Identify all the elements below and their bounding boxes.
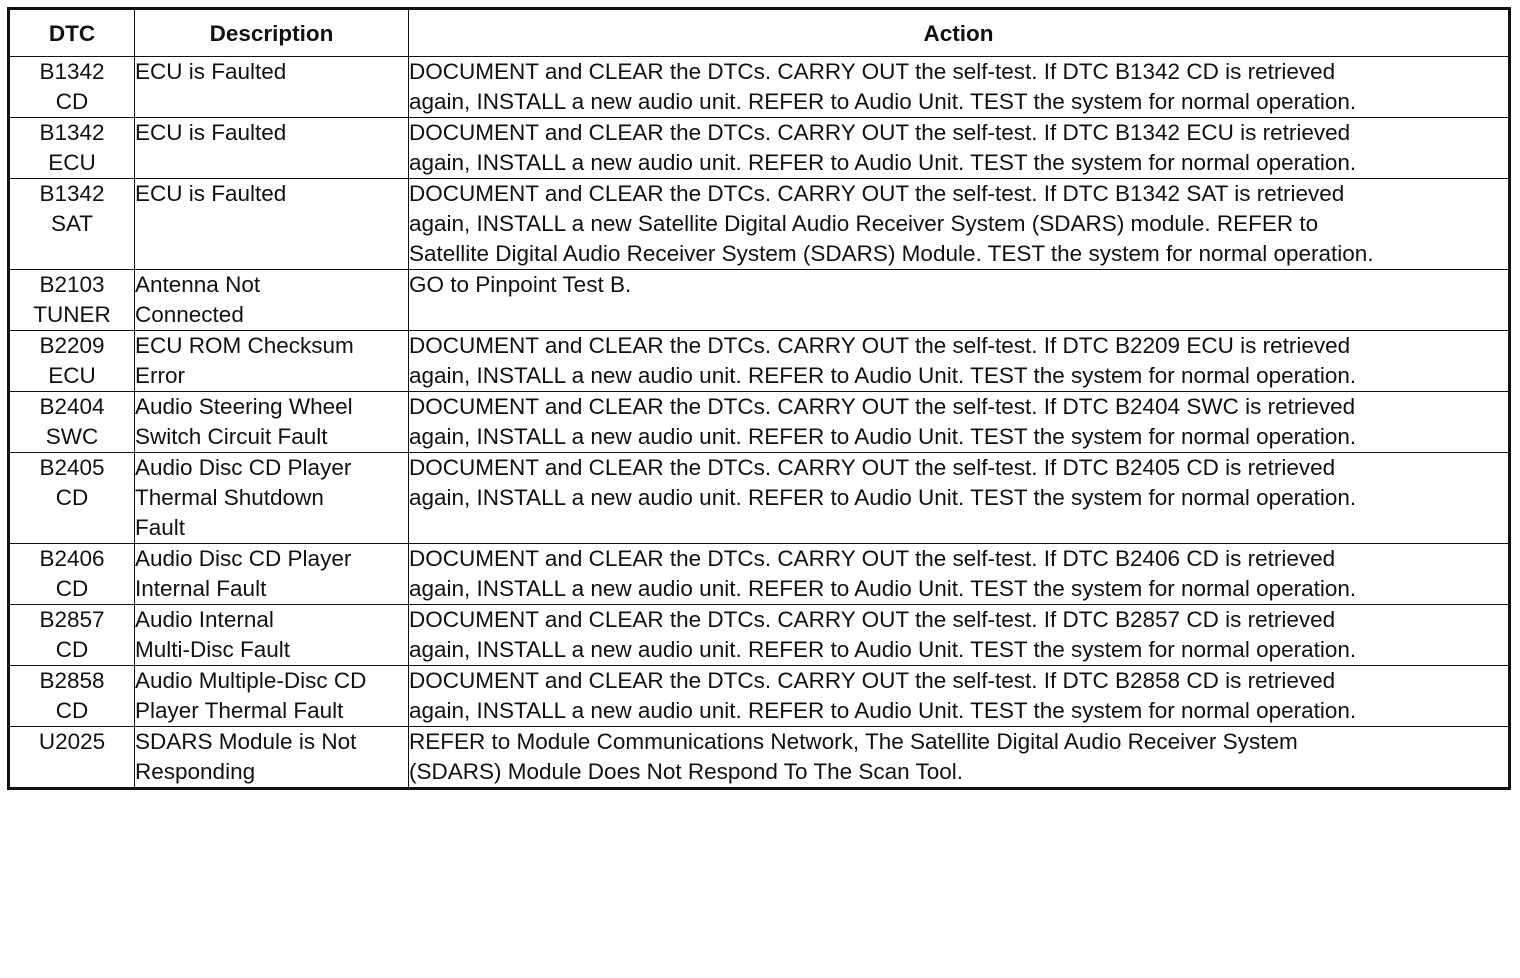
table-row	[9, 331, 1510, 392]
action-line: Satellite Digital Audio Receiver System (SDARS) Module. TEST the system for normal operation.	[409, 241, 1374, 266]
action-cell	[409, 544, 1510, 605]
table-row	[9, 666, 1510, 727]
action-cell	[409, 270, 1510, 331]
dtc-line: B2857	[39, 607, 105, 632]
action-line: DOCUMENT and CLEAR the DTCs. CARRY OUT the self-test. If DTC B2404 SWC is retrieved	[409, 394, 1356, 419]
description-line: ECU is Faulted	[135, 120, 287, 145]
dtc-cell	[9, 57, 135, 118]
table-row	[9, 727, 1510, 789]
header-dtc: DTC	[9, 9, 135, 57]
description-line: Multi-Disc Fault	[135, 637, 291, 662]
table-row	[9, 179, 1510, 270]
dtc-line: B2209	[39, 333, 105, 358]
description-cell	[135, 453, 409, 544]
dtc-line: CD	[55, 637, 89, 662]
action-cell	[409, 331, 1510, 392]
description-line: Internal Fault	[135, 576, 267, 601]
description-line: ECU ROM Checksum	[135, 333, 354, 358]
dtc-line: SAT	[50, 211, 94, 236]
dtc-cell	[9, 392, 135, 453]
description-line: Audio Disc CD Player	[135, 455, 352, 480]
dtc-line: U2025	[38, 729, 106, 754]
description-cell	[135, 118, 409, 179]
dtc-line: ECU	[48, 363, 96, 388]
description-line: Connected	[135, 302, 244, 327]
action-line: again, INSTALL a new audio unit. REFER to Audio Unit. TEST the system for normal operation.	[409, 485, 1357, 510]
dtc-line: TUNER	[33, 302, 111, 327]
dtc-cell	[9, 727, 135, 789]
dtc-cell	[9, 270, 135, 331]
description-cell	[135, 57, 409, 118]
description-cell	[135, 392, 409, 453]
header-row	[9, 9, 1510, 57]
dtc-table	[7, 7, 1511, 790]
action-cell	[409, 179, 1510, 270]
dtc-line: CD	[55, 576, 89, 601]
action-line: again, INSTALL a new audio unit. REFER to Audio Unit. TEST the system for normal operation.	[409, 89, 1357, 114]
dtc-line: ECU	[48, 150, 96, 175]
description-line: Audio Steering Wheel	[135, 394, 353, 419]
dtc-cell	[9, 179, 135, 270]
description-cell	[135, 331, 409, 392]
action-line: DOCUMENT and CLEAR the DTCs. CARRY OUT the self-test. If DTC B1342 CD is retrieved	[409, 59, 1336, 84]
description-cell	[135, 179, 409, 270]
action-line: again, INSTALL a new audio unit. REFER to Audio Unit. TEST the system for normal operation.	[409, 150, 1357, 175]
action-cell	[409, 392, 1510, 453]
description-cell	[135, 270, 409, 331]
action-line: again, INSTALL a new audio unit. REFER to Audio Unit. TEST the system for normal operation.	[409, 576, 1357, 601]
action-line: again, INSTALL a new audio unit. REFER to Audio Unit. TEST the system for normal operation.	[409, 698, 1357, 723]
description-line: Audio Multiple-Disc CD	[135, 668, 367, 693]
action-line: GO to Pinpoint Test B.	[409, 272, 632, 297]
action-line: again, INSTALL a new audio unit. REFER to Audio Unit. TEST the system for normal operation.	[409, 363, 1357, 388]
table-row	[9, 544, 1510, 605]
dtc-line: SWC	[45, 424, 99, 449]
header-action: Action	[409, 9, 1510, 57]
dtc-line: B2404	[39, 394, 105, 419]
description-line: Switch Circuit Fault	[135, 424, 328, 449]
action-line: DOCUMENT and CLEAR the DTCs. CARRY OUT the self-test. If DTC B2858 CD is retrieved	[409, 668, 1336, 693]
dtc-line: B2405	[39, 455, 105, 480]
description-line: Antenna Not	[135, 272, 261, 297]
dtc-line: B2858	[39, 668, 105, 693]
description-line: Responding	[135, 759, 256, 784]
table-row	[9, 270, 1510, 331]
table-body	[9, 57, 1510, 789]
description-line: ECU is Faulted	[135, 59, 287, 84]
action-line: DOCUMENT and CLEAR the DTCs. CARRY OUT the self-test. If DTC B2406 CD is retrieved	[409, 546, 1336, 571]
dtc-line: CD	[55, 698, 89, 723]
description-cell	[135, 605, 409, 666]
dtc-line: B1342	[39, 59, 105, 84]
description-line: SDARS Module is Not	[135, 729, 357, 754]
description-line: ECU is Faulted	[135, 181, 287, 206]
dtc-cell	[9, 118, 135, 179]
action-line: REFER to Module Communications Network, The Satellite Digital Audio Receiver System	[409, 729, 1298, 754]
action-line: DOCUMENT and CLEAR the DTCs. CARRY OUT the self-test. If DTC B2857 CD is retrieved	[409, 607, 1336, 632]
description-line: Fault	[135, 515, 186, 540]
table-header	[9, 9, 1510, 57]
description-line: Audio Internal	[135, 607, 274, 632]
table-row	[9, 453, 1510, 544]
action-line: again, INSTALL a new audio unit. REFER to Audio Unit. TEST the system for normal operation.	[409, 424, 1357, 449]
action-line: DOCUMENT and CLEAR the DTCs. CARRY OUT the self-test. If DTC B1342 ECU is retrieved	[409, 120, 1351, 145]
table-row	[9, 57, 1510, 118]
action-line: DOCUMENT and CLEAR the DTCs. CARRY OUT the self-test. If DTC B1342 SAT is retrieved	[409, 181, 1345, 206]
action-line: again, INSTALL a new Satellite Digital Audio Receiver System (SDARS) module. REFER to	[409, 211, 1319, 236]
dtc-cell	[9, 453, 135, 544]
description-line: Thermal Shutdown	[135, 485, 324, 510]
dtc-cell	[9, 331, 135, 392]
dtc-cell	[9, 666, 135, 727]
action-cell	[409, 666, 1510, 727]
header-description: Description	[135, 9, 409, 57]
action-line: (SDARS) Module Does Not Respond To The Scan Tool.	[409, 759, 964, 784]
table-row	[9, 605, 1510, 666]
dtc-line: CD	[55, 89, 89, 114]
description-line: Audio Disc CD Player	[135, 546, 352, 571]
dtc-line: B2406	[39, 546, 105, 571]
action-line: DOCUMENT and CLEAR the DTCs. CARRY OUT the self-test. If DTC B2209 ECU is retrieved	[409, 333, 1351, 358]
description-cell	[135, 544, 409, 605]
action-line: DOCUMENT and CLEAR the DTCs. CARRY OUT the self-test. If DTC B2405 CD is retrieved	[409, 455, 1336, 480]
dtc-line: B1342	[39, 120, 105, 145]
dtc-cell	[9, 605, 135, 666]
description-line: Error	[135, 363, 185, 388]
action-cell	[409, 453, 1510, 544]
description-cell	[135, 666, 409, 727]
action-line: again, INSTALL a new audio unit. REFER to Audio Unit. TEST the system for normal operation.	[409, 637, 1357, 662]
description-cell	[135, 727, 409, 789]
description-line: Player Thermal Fault	[135, 698, 344, 723]
dtc-line: B2103	[39, 272, 105, 297]
action-cell	[409, 727, 1510, 789]
dtc-cell	[9, 544, 135, 605]
dtc-line: B1342	[39, 181, 105, 206]
table-row	[9, 392, 1510, 453]
table-row	[9, 118, 1510, 179]
action-cell	[409, 118, 1510, 179]
action-cell	[409, 605, 1510, 666]
action-cell	[409, 57, 1510, 118]
dtc-line: CD	[55, 485, 89, 510]
